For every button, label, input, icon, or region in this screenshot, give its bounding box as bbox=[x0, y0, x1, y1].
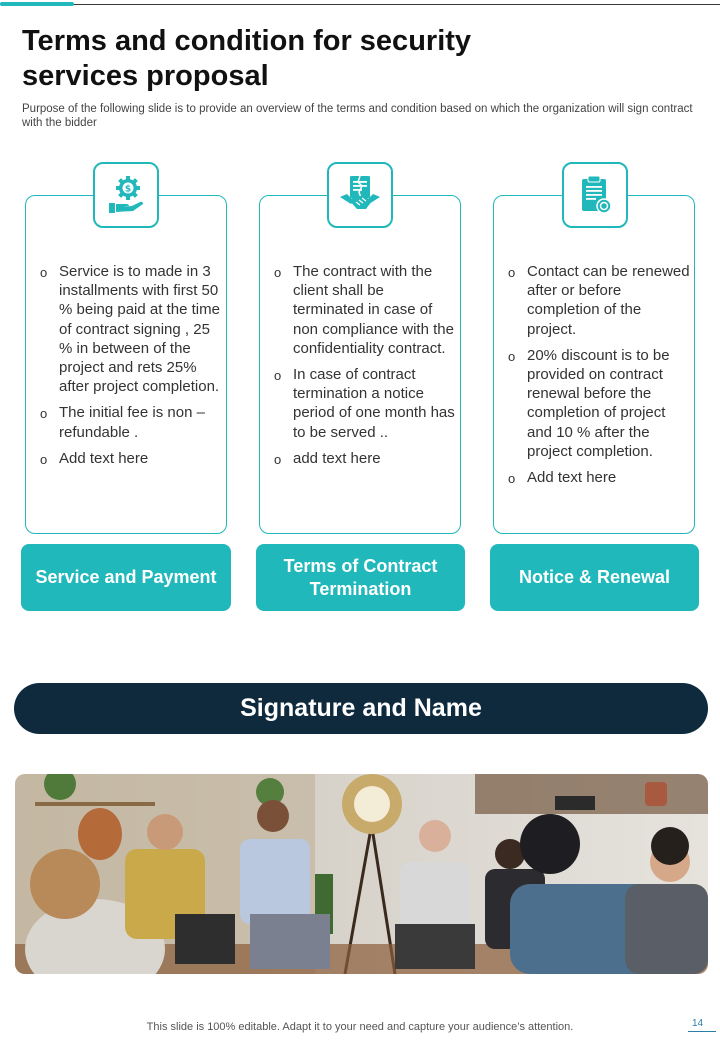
bullet-list bbox=[508, 262, 690, 494]
bullet-list bbox=[40, 262, 222, 475]
bullet-item: o The contract with the client shall be terminated in case of non compliance with the confidentiality contract. bbox=[274, 262, 456, 358]
group-meeting-photo bbox=[15, 774, 708, 974]
handshake-contract-icon bbox=[327, 162, 393, 228]
bullet-item: o In case of contract termination a notice period of one month has to be served .. bbox=[274, 365, 456, 442]
top-accent-bar bbox=[0, 2, 74, 6]
bullet-item: o add text here bbox=[274, 449, 456, 468]
page-subtitle: Purpose of the following slide is to provide an overview of the terms and condition based on which the organization will sign contract with the bidder bbox=[22, 103, 693, 129]
top-rule bbox=[0, 4, 720, 5]
bullet-item: o Contact can be renewed after or before completion of the project. bbox=[508, 262, 690, 339]
footer-note: This slide is 100% editable. Adapt it to your need and capture your audience’s attention. bbox=[146, 1021, 574, 1033]
clipboard-checklist-icon bbox=[562, 162, 628, 228]
svg-text:$: $ bbox=[124, 184, 132, 195]
label-notice-renewal: Notice & Renewal bbox=[490, 544, 699, 611]
page-number-underline bbox=[688, 1031, 716, 1032]
card-service-payment bbox=[25, 195, 227, 534]
bullet-item: o Add text here bbox=[40, 449, 222, 468]
card-contract-termination bbox=[259, 195, 461, 534]
page-title: Terms and condition for security services proposal bbox=[22, 25, 472, 92]
label-contract-termination: Terms of Contract Termination bbox=[256, 544, 465, 611]
bullet-item: o Add text here bbox=[508, 468, 690, 487]
bullet-item: o The initial fee is non – refundable . bbox=[40, 403, 222, 441]
bullet-item: o Service is to made in 3 installments with first 50 % being paid at the time of contract signing , 25 % in between of the project and rets 25% after project completion. bbox=[40, 262, 222, 396]
page-number: 14 bbox=[692, 1018, 704, 1029]
label-service-payment: Service and Payment bbox=[21, 544, 231, 611]
signature-bar: Signature and Name bbox=[14, 683, 708, 734]
bullet-list bbox=[274, 262, 456, 475]
card-notice-renewal bbox=[493, 195, 695, 534]
dollar-gear-hand-icon bbox=[93, 162, 159, 228]
bullet-item: o 20% discount is to be provided on contract renewal before the completion of project and 10 % after the project completion. bbox=[508, 346, 690, 461]
